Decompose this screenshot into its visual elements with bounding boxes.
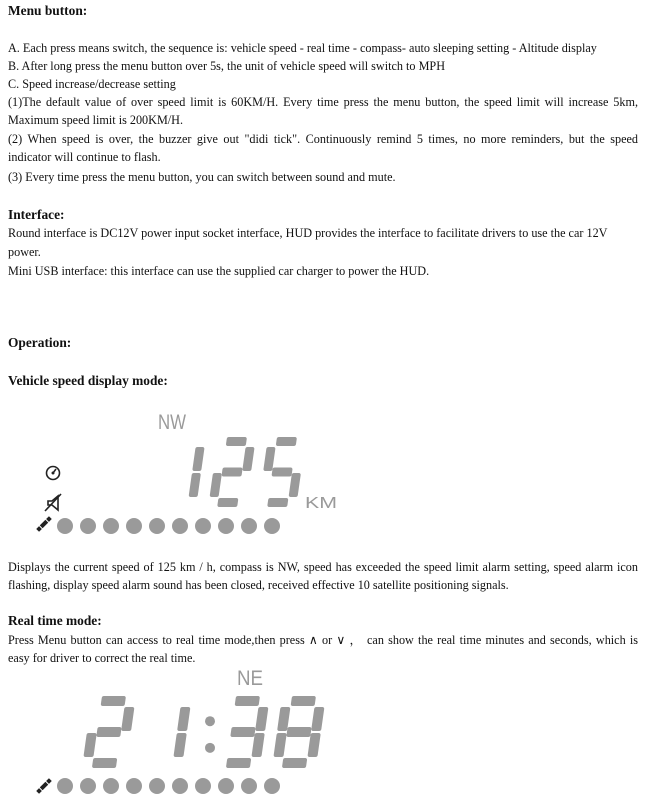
interface-line-1b: power.: [8, 245, 41, 259]
segment-d: [217, 498, 238, 507]
satellite-icon: [36, 516, 52, 532]
interface-line-2: Mini USB interface: this interface can use the supplied car charger to power the HUD.: [8, 264, 430, 278]
segment-b: [311, 707, 324, 731]
menu-line-2b: indicator will continue to flash.: [8, 150, 161, 164]
satellite-dot: [172, 778, 188, 794]
segment-d: [226, 758, 251, 768]
segment-b: [121, 707, 134, 731]
segment-a: [276, 437, 297, 446]
speed-satellite-dots: [57, 518, 280, 534]
satellite-dot: [126, 778, 142, 794]
segment-g: [96, 727, 121, 737]
satellite-dot: [57, 778, 73, 794]
segment-a: [235, 696, 260, 706]
speed-digit-5: [258, 437, 306, 507]
speed-digit-2: [208, 437, 256, 507]
segment-d: [92, 758, 117, 768]
segment-a: [226, 437, 247, 446]
segment-d: [282, 758, 307, 768]
satellite-dot: [57, 518, 73, 534]
segment-c: [307, 733, 320, 757]
menu-line-b: B. After long press the menu button over 5s, the unit of vehicle speed will switch to MPH: [8, 59, 445, 73]
satellite-dot: [218, 778, 234, 794]
time-compass-readout: NE: [237, 667, 263, 690]
segment-d: [267, 498, 288, 507]
segment-g: [221, 468, 242, 477]
satellite-dot: [126, 518, 142, 534]
segment-e: [210, 473, 222, 497]
segment-f: [277, 707, 290, 731]
satellite-dot: [149, 518, 165, 534]
speed-mode-heading: Vehicle speed display mode:: [8, 373, 168, 388]
menu-line-c: C. Speed increase/decrease setting: [8, 77, 176, 91]
segment-c: [251, 733, 264, 757]
satellite-dot: [264, 518, 280, 534]
menu-line-1b: Maximum speed limit is 200KM/H.: [8, 113, 184, 127]
time-digit-8: [272, 696, 326, 768]
speed-alarm-icon: [47, 467, 60, 480]
segment-f: [263, 447, 275, 471]
time-digit-2: [82, 696, 136, 768]
segment-b: [242, 447, 254, 471]
satellite-dot: [80, 518, 96, 534]
satellite-dot: [241, 518, 257, 534]
real-time-line-b: easy for driver to correct the real time.: [8, 651, 196, 665]
speed-caption-a: Displays the current speed of 125 km / h, compass is NW, speed has exceeded the speed limit alarm setting, speed alarm icon: [8, 560, 638, 574]
satellite-dot: [241, 778, 257, 794]
satellite-dot: [195, 778, 211, 794]
time-digit-1: [173, 707, 190, 757]
real-time-heading: Real time mode:: [8, 613, 102, 628]
satellite-dot: [172, 518, 188, 534]
segment-b: [177, 707, 190, 731]
satellite-dot: [149, 778, 165, 794]
speed-caption-b: flashing, display speed alarm sound has been closed, received effective 10 satellite positioning signals.: [8, 578, 509, 592]
menu-line-a: A. Each press means switch, the sequence is: vehicle speed - real time - compass- auto sleeping setting - Altitude display: [8, 41, 597, 55]
real-time-line-a: Press Menu button can access to real time mode,then press ∧ or ∨ ， can show the real time minutes and seconds, which is: [8, 633, 638, 647]
time-digits: [82, 696, 326, 768]
satellite-icon: [36, 778, 52, 794]
satellite-dot: [103, 778, 119, 794]
speed-unit: KM: [305, 495, 337, 512]
satellite-dot: [218, 518, 234, 534]
segment-c: [189, 473, 201, 497]
segment-a: [101, 696, 126, 706]
speed-digit-1: [189, 447, 205, 497]
segment-c: [289, 473, 301, 497]
operation-heading: Operation:: [8, 335, 72, 350]
segment-e: [273, 733, 286, 757]
segment-g: [230, 727, 255, 737]
mute-icon: [45, 494, 61, 511]
satellite-dot: [103, 518, 119, 534]
segment-b: [255, 707, 268, 731]
satellite-dot: [80, 778, 96, 794]
menu-line-3: (3) Every time press the menu button, you can switch between sound and mute.: [8, 170, 396, 184]
segment-e: [83, 733, 96, 757]
speed-digits: [189, 437, 306, 507]
menu-line-1a: (1)The default value of over speed limit is 60KM/H. Every time press the menu button, the speed limit will increase 5km,: [8, 95, 638, 109]
segment-c: [173, 733, 186, 757]
segment-g: [271, 468, 292, 477]
colon-dot: [205, 716, 215, 726]
satellite-dot: [264, 778, 280, 794]
segment-b: [192, 447, 204, 471]
segment-a: [291, 696, 316, 706]
time-satellite-dots: [57, 778, 280, 794]
compass-readout: NW: [158, 411, 187, 434]
interface-line-1a: Round interface is DC12V power input socket interface, HUD provides the interface to facilitate drivers to use the car 12V: [8, 226, 608, 240]
menu-line-2a: (2) When speed is over, the buzzer give out "didi tick". Continuously remind 5 times, no more reminders, but the speed: [8, 132, 638, 146]
interface-heading: Interface:: [8, 207, 65, 222]
colon-dot: [205, 743, 215, 753]
satellite-dot: [195, 518, 211, 534]
segment-g: [286, 727, 311, 737]
time-digit-3: [226, 696, 270, 768]
menu-button-heading: Menu button:: [8, 3, 88, 18]
